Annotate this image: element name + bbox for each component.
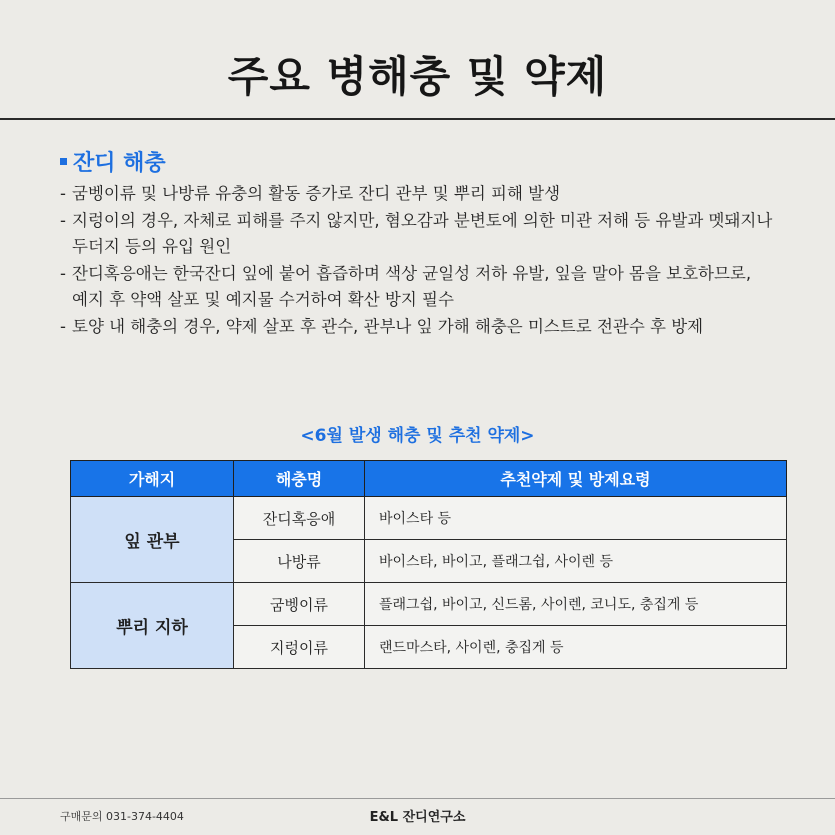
- square-bullet-icon: [60, 158, 67, 165]
- title-divider: [0, 118, 835, 120]
- pest-table: [70, 460, 787, 669]
- bullet-item: [60, 261, 800, 314]
- bullet-item: [60, 181, 800, 208]
- bullet-list: [60, 181, 800, 340]
- dash-marker: -: [60, 184, 66, 203]
- section-heading: [60, 146, 166, 177]
- bullet-line: 굼벵이류 및 나방류 유충의 활동 증가로 잔디 관부 및 뿌리 피해 발생: [72, 184, 561, 203]
- group-cell: 잎 관부: [71, 497, 234, 583]
- dash-marker: -: [60, 210, 66, 230]
- header-damage-area: 가해지: [71, 461, 234, 497]
- bullet-item: [60, 314, 800, 341]
- dash-marker: -: [60, 263, 66, 283]
- table-caption: <6월 발생 해충 및 추천 약제>: [300, 426, 535, 446]
- section-heading-text: 잔디 해충: [73, 151, 166, 176]
- pest-name-cell: 잔디혹응애: [234, 497, 365, 540]
- footer-divider: [0, 798, 835, 799]
- header-pest-name: 해충명: [234, 461, 365, 497]
- recommendation-cell: 바이스타 등: [365, 497, 787, 540]
- footer-brand: E&L 잔디연구소: [369, 810, 466, 825]
- group-cell: 뿌리 지하: [71, 583, 234, 669]
- header-recommendation: 추천약제 및 방제요령: [365, 461, 787, 497]
- page-title: 주요 병해충 및 약제: [227, 52, 608, 101]
- pest-name-cell: 지렁이류: [234, 626, 365, 669]
- bullet-line: 두더지 등의 유입 원인: [72, 237, 232, 256]
- recommendation-cell: 랜드마스타, 사이렌, 충집게 등: [365, 626, 787, 669]
- bullet-line: 예지 후 약액 살포 및 예지물 수거하여 확산 방지 필수: [72, 290, 454, 309]
- bullet-item: [60, 208, 800, 261]
- dash-marker: -: [60, 316, 66, 336]
- bullet-line: 토양 내 해충의 경우, 약제 살포 후 관수, 관부나 잎 가해 해충은 미스트로 전관수 후 방제: [72, 316, 704, 336]
- bullet-line: 잔디혹응애는 한국잔디 잎에 붙어 흡즙하며 색상 균일성 저하 유발, 잎을 말아 몸을 보호하므로,: [72, 263, 752, 283]
- footer-phone: 구매문의 031-374-4404: [60, 810, 184, 823]
- table-row: [71, 497, 787, 540]
- table-row: [71, 583, 787, 626]
- recommendation-cell: 플래그쉽, 바이고, 신드롬, 사이렌, 코니도, 충집게 등: [365, 583, 787, 626]
- pest-name-cell: 굼벵이류: [234, 583, 365, 626]
- bullet-line: 지렁이의 경우, 자체로 피해를 주지 않지만, 혐오감과 분변토에 의한 미관 저해 등 유발과 멧돼지나: [72, 210, 773, 230]
- recommendation-cell: 바이스타, 바이고, 플래그쉽, 사이렌 등: [365, 540, 787, 583]
- pest-name-cell: 나방류: [234, 540, 365, 583]
- table-header-row: [71, 461, 787, 497]
